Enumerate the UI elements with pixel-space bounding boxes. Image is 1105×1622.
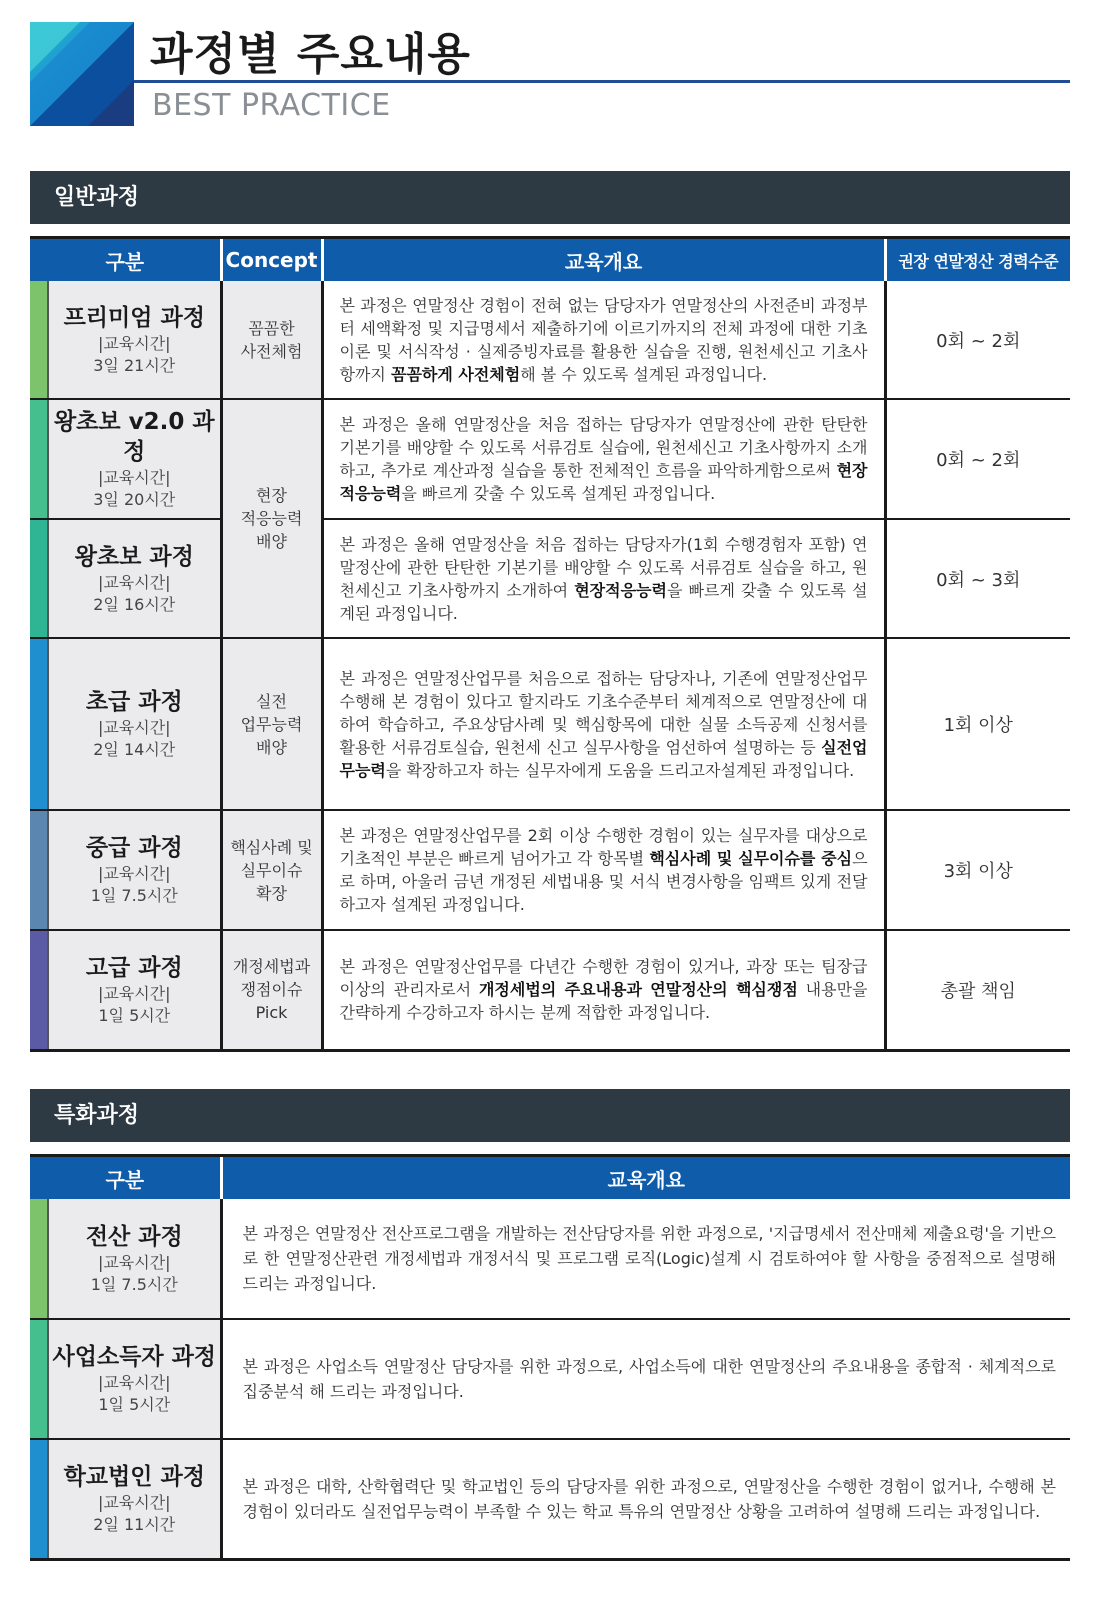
column-header-overview: 교육개요: [322, 238, 885, 282]
course-concept: [221, 399, 322, 638]
course-name: 중급 과정: [85, 835, 183, 861]
description-highlight: 핵심사례 및 실무이슈를 중심: [649, 849, 853, 868]
description-text: 으로 하며, 아울러 금년 개정된 세법내용 및 서식 변경사항을 임팩트 있게 전달하고자 설계된 과정입니다.: [339, 849, 868, 914]
column-header-category: 구분: [30, 1156, 221, 1200]
course-time-label: |교육시간|: [97, 1492, 171, 1512]
row-accent-bar: [30, 810, 48, 930]
course-concept: [221, 810, 322, 930]
description-highlight: 실전업무능력: [339, 737, 868, 780]
course-duration: 1일 5시간: [98, 1005, 171, 1025]
course-time-label: |교육시간|: [97, 572, 171, 592]
description-text: 해 볼 수 있도록 설계된 과정입니다.: [520, 364, 768, 384]
row-accent-bar: [30, 1439, 48, 1559]
page-title: 과정별 주요내용: [150, 29, 471, 80]
special-course-table: [30, 1154, 1070, 1561]
table-row: [30, 1439, 1070, 1559]
page-header: [30, 22, 1070, 128]
course-name-cell: [48, 1439, 221, 1559]
course-duration: 3일 21시간: [93, 355, 176, 375]
course-time-label: |교육시간|: [97, 468, 171, 487]
description-text: 내용만을 간략하게 수강하고자 하시는 분께 적합한 과정입니다.: [339, 980, 868, 1023]
course-time-label: |교육시간|: [97, 864, 171, 883]
concept-line: 실전: [256, 691, 287, 711]
description-text: 본 과정은 올해 연말정산을 처음 접하는 담당자가(1회 수행경험자 포함) 연말정산에 관한 탄탄한 기본기를 배양할 수 있도록 서류검토 실습을 하고, 원천세신고 기초사항까지 소개하여: [339, 534, 868, 600]
course-duration: 2일 16시간: [93, 594, 176, 614]
page-subtitle: BEST PRACTICE: [152, 88, 391, 123]
concept-line: 업무능력: [240, 714, 303, 734]
description-text: 을 빠르게 갖출 수 있도록 설계된 과정입니다.: [339, 580, 868, 623]
course-description: [322, 638, 885, 810]
section-title-general: 일반과정: [30, 171, 1070, 224]
concept-line: 적응능력: [240, 509, 303, 528]
course-description: 본 과정은 사업소득 연말정산 담당자를 위한 과정으로, 사업소득에 대한 연말정산의 주요내용을 종합적 · 체계적으로 집중분석 해 드리는 과정입니다.: [221, 1319, 1070, 1439]
course-level: 0회 ~ 2회: [885, 281, 1070, 399]
description-text: 을 빠르게 갖출 수 있도록 설계된 과정입니다.: [401, 484, 716, 503]
course-description: 본 과정은 연말정산 전산프로그램을 개발하는 전산담당자를 위한 과정으로, '지급명세서 전산매체 제출요령'을 기반으로 한 연말정산관련 개정세법과 개정서식 및 프로그램 로직(Logic)설계 시 검토하여야 할 사항을 중점적으로 설명해드리는 과정입니다.: [221, 1199, 1070, 1319]
description-highlight: 현장적응능력: [339, 461, 868, 503]
course-description: [322, 930, 885, 1050]
title-divider: [134, 80, 1070, 83]
column-header-concept: Concept: [221, 238, 322, 282]
course-concept: [221, 638, 322, 810]
concept-line: 현장: [256, 486, 287, 505]
course-name: 학교법인 과정: [63, 1463, 205, 1490]
course-description: 본 과정은 대학, 산학협력단 및 학교법인 등의 담당자를 위한 과정으로, 연말정산을 수행한 경험이 없거나, 수행해 본 경험이 있더라도 실전업무능력이 부족할 수 있는 학교 특유의 연말정산 상황을 고려하여 설명해 드리는 과정입니다.: [221, 1439, 1070, 1559]
table-row: [30, 281, 1070, 399]
course-name: 왕초보 과정: [74, 543, 194, 570]
course-name-cell: [48, 281, 221, 399]
concept-line: 배양: [256, 737, 287, 757]
course-time-label: |교육시간|: [97, 333, 171, 353]
course-concept: [221, 281, 322, 399]
course-level: 총괄 책임: [885, 930, 1070, 1050]
description-text: 본 과정은 연말정산 경험이 전혀 없는 담당자가 연말정산의 사전준비 과정부터 세액확정 및 지급명세서 제출하기에 이르기까지의 전체 과정에 대한 기초이론 및 서식작성 · 실제증빙자료를 활용한 실습을 진행, 원천세신고 기초사항까지: [339, 295, 868, 384]
description-text: 본 과정은 연말정산업무를 처음으로 접하는 담당자나, 기존에 연말정산업무 수행해 본 경험이 있다고 할지라도 기초수준부터 체계적으로 연말정산에 대하여 학습하고, 주요상담사례 및 핵심항목에 대한 실물 소득공제 신청서를 활용한 서류검토실습, 원천세 신고 실무사항을 엄선하여 설명하는 등: [339, 668, 868, 757]
course-level: 3회 이상: [885, 810, 1070, 930]
table-row: [30, 930, 1070, 1050]
table-row: [30, 1199, 1070, 1319]
course-description: [322, 810, 885, 930]
course-name: 왕초보 v2.0 과정: [53, 409, 215, 465]
course-level: 0회 ~ 3회: [885, 519, 1070, 638]
column-header-level: 권장 연말정산 경력수준: [885, 238, 1070, 282]
concept-line: Pick: [255, 1003, 288, 1023]
course-description: [322, 519, 885, 638]
concept-line: 쟁점이슈: [240, 980, 303, 1000]
column-header-category: 구분: [30, 238, 221, 282]
course-name: 전산 과정: [85, 1223, 183, 1250]
row-accent-bar: [30, 930, 48, 1050]
description-highlight: 꼼꼼하게 사전체험: [390, 364, 521, 384]
course-name: 사업소득자 과정: [52, 1344, 217, 1370]
row-accent-bar: [30, 519, 48, 638]
description-text: 본 과정은 올해 연말정산을 처음 접하는 담당자가 연말정산에 관한 탄탄한 기본기를 배양할 수 있도록 서류검토 실습에, 원천세신고 기초사항까지 소개하고, 추가로 계산과정 실습을 통한 전체적인 흐름을 파악하게함으로써: [339, 415, 868, 480]
course-time-label: |교육시간|: [97, 1373, 171, 1392]
course-duration: 1일 5시간: [98, 1395, 171, 1414]
table-row: [30, 519, 1070, 638]
table-row: [30, 1319, 1070, 1439]
table-row: [30, 810, 1070, 930]
course-name-cell: [48, 1199, 221, 1319]
row-accent-bar: [30, 399, 48, 519]
course-time-label: |교육시간|: [97, 1252, 171, 1272]
concept-line: 핵심사례 및: [230, 837, 313, 857]
course-name-cell: [48, 810, 221, 930]
course-time-label: |교육시간|: [97, 983, 171, 1003]
section-title-special: 특화과정: [30, 1089, 1070, 1142]
row-accent-bar: [30, 1319, 48, 1439]
column-header-overview: 교육개요: [221, 1156, 1070, 1200]
description-text: 을 확장하고자 하는 실무자에게 도움을 드리고자설계된 과정입니다.: [385, 760, 855, 780]
course-level: 0회 ~ 2회: [885, 399, 1070, 519]
course-time-label: |교육시간|: [97, 718, 171, 737]
course-duration: 2일 14시간: [93, 740, 176, 759]
description-text: 본 과정은 연말정산업무를 다년간 수행한 경험이 있거나, 과장 또는 팀장급 이상의 관리자로서: [339, 957, 868, 1000]
course-name: 고급 과정: [85, 954, 183, 981]
course-name-cell: [48, 638, 221, 810]
course-name-cell: [48, 519, 221, 638]
row-accent-bar: [30, 638, 48, 810]
course-concept: [221, 930, 322, 1050]
description-highlight: 개정세법의 주요내용과 연말정산의 핵심쟁점: [478, 980, 798, 1000]
description-text: 본 과정은 연말정산업무를 2회 이상 수행한 경험이 있는 실무자를 대상으로 기초적인 부분은 빠르게 넘어가고 각 항목별: [339, 826, 868, 868]
course-duration: 3일 20시간: [93, 490, 176, 509]
course-name-cell: [48, 930, 221, 1050]
description-highlight: 현장적응능력: [574, 580, 667, 600]
general-course-table: [30, 236, 1070, 1052]
concept-line: 확장: [256, 883, 287, 903]
course-name: 프리미엄 과정: [63, 304, 205, 331]
row-accent-bar: [30, 281, 48, 399]
course-duration: 2일 11시간: [93, 1514, 176, 1534]
course-description: [322, 399, 885, 519]
course-name-cell: [48, 1319, 221, 1439]
course-name: 초급 과정: [85, 689, 183, 715]
concept-line: 배양: [256, 532, 287, 551]
table-row: [30, 399, 1070, 519]
course-name-cell: [48, 399, 221, 519]
course-level: 1회 이상: [885, 638, 1070, 810]
concept-line: 개정세법과: [232, 957, 311, 977]
concept-line: 사전체험: [240, 341, 303, 361]
concept-line: 실무이슈: [240, 860, 303, 880]
row-accent-bar: [30, 1199, 48, 1319]
course-duration: 1일 7.5시간: [90, 1274, 178, 1294]
course-duration: 1일 7.5시간: [90, 886, 178, 905]
course-description: [322, 281, 885, 399]
brand-logo-icon: [30, 22, 134, 126]
concept-line: 꼼꼼한: [248, 318, 295, 338]
table-row: [30, 638, 1070, 810]
